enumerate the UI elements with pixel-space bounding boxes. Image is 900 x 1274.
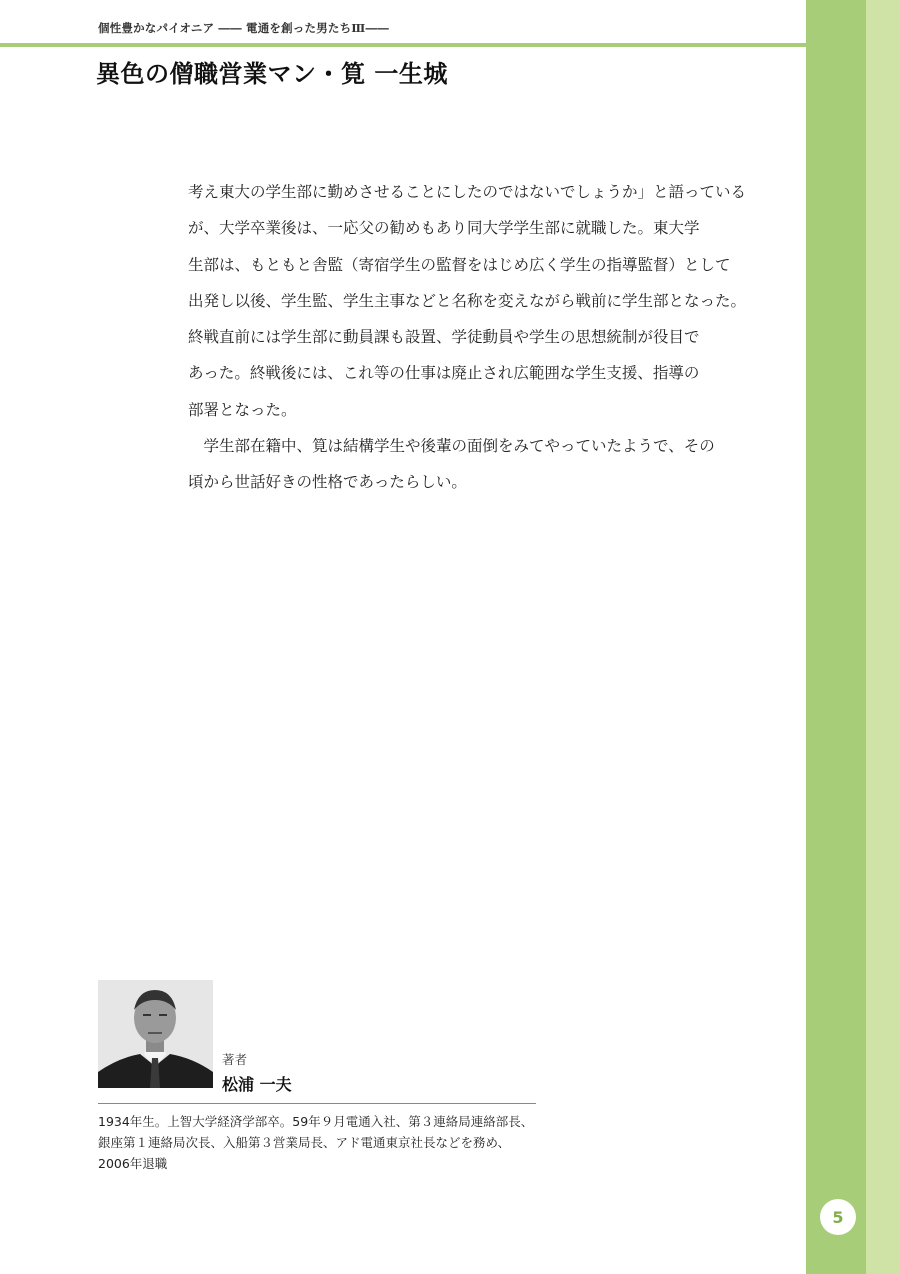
article-body (188, 174, 747, 501)
body-line: が、大学卒業後は、一応父の勧めもあり同大学学生部に就職した。東大学 (188, 219, 700, 238)
right-margin-band (806, 0, 866, 1274)
body-line: 出発し以後、学生監、学生主事などと名称を変えながら戦前に学生部となった。 (188, 291, 747, 310)
body-line: 頃から世話好きの性格であったらしい。 (188, 473, 467, 492)
author-divider (98, 1103, 536, 1104)
author-bio (98, 1111, 558, 1174)
body-line: 部署となった。 (188, 400, 297, 419)
bio-line: 銀座第１連絡局次長、入船第３営業局長、アド電通東京社長などを務め、 (98, 1135, 511, 1150)
page-number: 5 (820, 1199, 856, 1235)
author-photo (98, 980, 213, 1088)
body-line: 学生部在籍中、筧は結構学生や後輩の面倒をみてやっていたようで、その (188, 437, 715, 456)
series-title: 個性豊かなパイオニア ―― 電通を創った男たちⅢ―― (98, 21, 389, 35)
article-title: 異色の僧職営業マン・筧 一生城 (96, 59, 448, 88)
author-name: 松浦 一夫 (222, 1075, 292, 1094)
body-line: 考え東大の学生部に勤めさせることにしたのではないでしょうか」と語っている (188, 183, 747, 201)
author-label: 著者 (222, 1052, 248, 1067)
body-line: 終戦直前には学生部に動員課も設置、学徒動員や学生の思想統制が役目で (188, 328, 700, 347)
body-line: 生部は、もともと舎監（寄宿学生の監督をはじめ広く学生の指導監督）として (188, 255, 731, 274)
author-portrait-icon (98, 980, 213, 1088)
header-rule (0, 43, 806, 47)
bio-line: 1934年生。上智大学経済学部卒。59年９月電通入社、第３連絡局連絡部長、 (98, 1114, 534, 1129)
body-line: あった。終戦後には、これ等の仕事は廃止され広範囲な学生支援、指導の (188, 364, 700, 383)
bio-line: 2006年退職 (98, 1156, 168, 1171)
right-edge-band (866, 0, 900, 1274)
